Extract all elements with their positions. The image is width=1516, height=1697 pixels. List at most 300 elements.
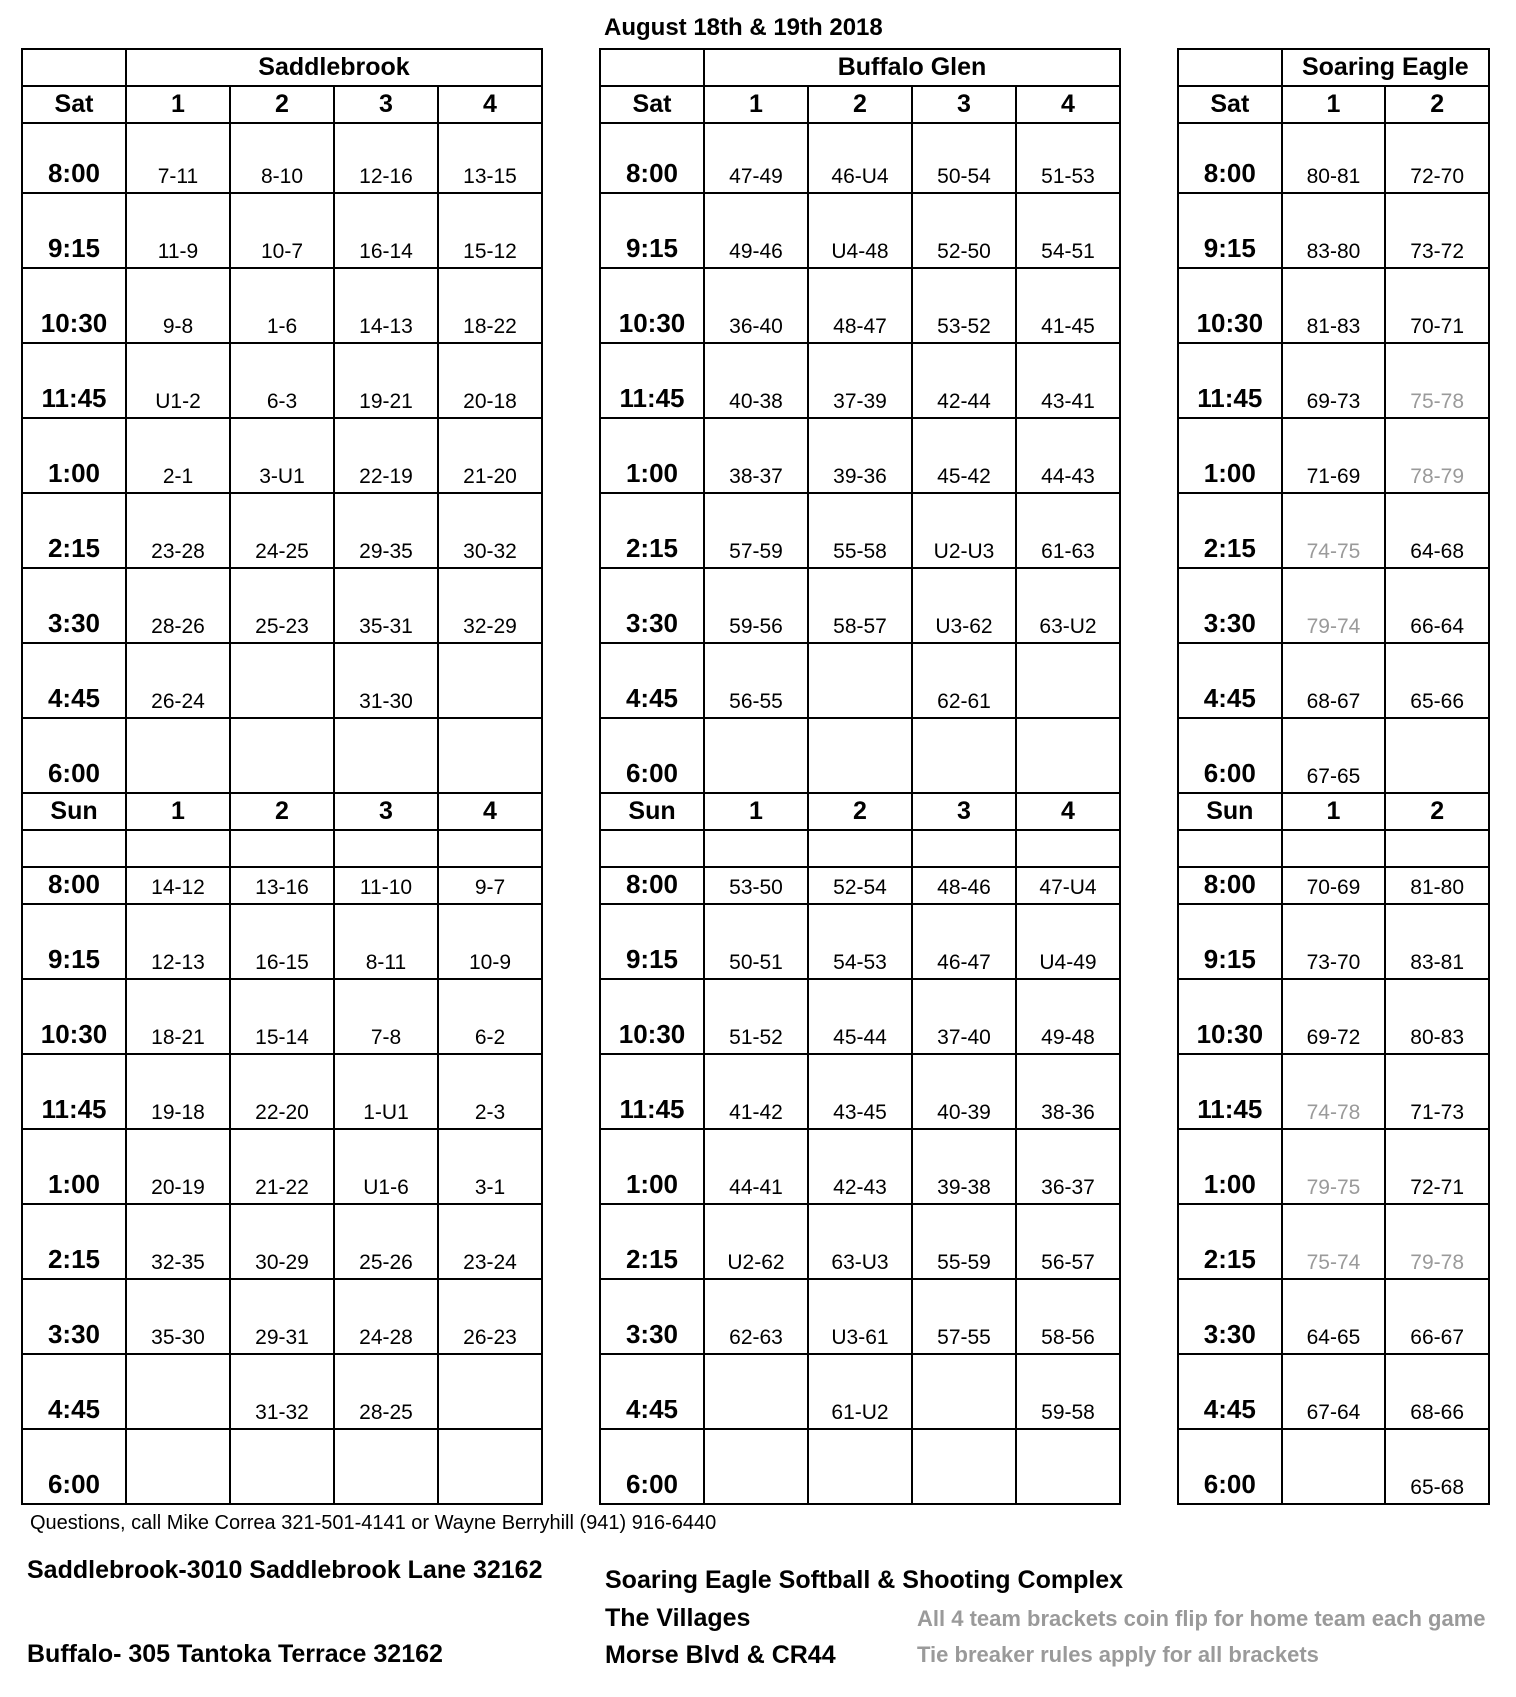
empty-cell [1016, 830, 1120, 867]
game-cell: 80-81 [1282, 123, 1386, 193]
sun-spacer-row [1178, 830, 1489, 867]
game-cell: 54-53 [808, 904, 912, 979]
time-label: 11:45 [1178, 343, 1282, 418]
game-cell: 58-57 [808, 568, 912, 643]
game-cell [704, 1429, 808, 1504]
field-number-1: 1 [704, 793, 808, 830]
game-cell: 36-37 [1016, 1129, 1120, 1204]
sun-spacer-row [600, 830, 1120, 867]
time-label: 4:45 [1178, 643, 1282, 718]
game-cell: U2-62 [704, 1204, 808, 1279]
game-cell: 22-20 [230, 1054, 334, 1129]
game-cell: 51-52 [704, 979, 808, 1054]
time-slot-row [600, 718, 1120, 793]
game-cell: 43-41 [1016, 343, 1120, 418]
game-cell [438, 1429, 542, 1504]
time-label: 1:00 [600, 418, 704, 493]
soaring-eagle-address-line2: The Villages [605, 1604, 751, 1632]
game-cell: 62-61 [912, 643, 1016, 718]
time-label: 8:00 [22, 123, 126, 193]
game-cell: 9-7 [438, 867, 542, 904]
game-cell: 10-7 [230, 193, 334, 268]
empty-cell [704, 830, 808, 867]
time-slot-row [22, 1054, 542, 1129]
time-slot-row [1178, 867, 1489, 904]
game-cell: 1-6 [230, 268, 334, 343]
game-cell: 29-35 [334, 493, 438, 568]
game-cell: 3-U1 [230, 418, 334, 493]
time-label: 10:30 [600, 979, 704, 1054]
time-label: 10:30 [22, 979, 126, 1054]
game-cell: 69-73 [1282, 343, 1386, 418]
time-slot-row [22, 193, 542, 268]
game-cell: 18-21 [126, 979, 230, 1054]
time-label: 1:00 [1178, 1129, 1282, 1204]
time-slot-row [1178, 979, 1489, 1054]
time-slot-row [22, 643, 542, 718]
game-cell: 79-75 [1282, 1129, 1386, 1204]
game-cell: 63-U2 [1016, 568, 1120, 643]
game-cell: 73-72 [1385, 193, 1489, 268]
game-cell: 38-36 [1016, 1054, 1120, 1129]
time-slot-row [600, 193, 1120, 268]
time-label: 2:15 [1178, 1204, 1282, 1279]
game-cell: 13-15 [438, 123, 542, 193]
time-slot-row [1178, 1129, 1489, 1204]
game-cell [1016, 718, 1120, 793]
saddlebrook-address: Saddlebrook-3010 Saddlebrook Lane 32162 [27, 1556, 543, 1584]
field-number-2: 2 [230, 86, 334, 123]
time-label: 8:00 [600, 123, 704, 193]
game-cell: 45-42 [912, 418, 1016, 493]
game-cell: 53-52 [912, 268, 1016, 343]
field-number-2: 2 [230, 793, 334, 830]
game-cell: 66-64 [1385, 568, 1489, 643]
sun-field-header-row [1178, 793, 1489, 830]
game-cell: 41-42 [704, 1054, 808, 1129]
game-cell: 7-11 [126, 123, 230, 193]
game-cell: 42-43 [808, 1129, 912, 1204]
field-number-4: 4 [1016, 86, 1120, 123]
game-cell: 25-26 [334, 1204, 438, 1279]
game-cell: 23-24 [438, 1204, 542, 1279]
game-cell: 11-10 [334, 867, 438, 904]
game-cell: 52-50 [912, 193, 1016, 268]
game-cell: 74-78 [1282, 1054, 1386, 1129]
time-label: 2:15 [600, 493, 704, 568]
sat-day-label: Sat [22, 86, 126, 123]
time-slot-row [1178, 343, 1489, 418]
game-cell: 10-9 [438, 904, 542, 979]
time-label: 8:00 [1178, 123, 1282, 193]
field-number-3: 3 [912, 793, 1016, 830]
game-cell: 28-25 [334, 1354, 438, 1429]
time-slot-row [22, 1279, 542, 1354]
soaring-eagle-schedule-table [1177, 48, 1490, 1505]
game-cell: 46-47 [912, 904, 1016, 979]
game-cell [438, 643, 542, 718]
game-cell: 20-19 [126, 1129, 230, 1204]
game-cell [230, 643, 334, 718]
time-label: 3:30 [22, 568, 126, 643]
sun-spacer-row [22, 830, 542, 867]
sat-field-header-row [600, 86, 1120, 123]
field-number-4: 4 [438, 793, 542, 830]
game-cell: 58-56 [1016, 1279, 1120, 1354]
game-cell [334, 1429, 438, 1504]
time-label: 10:30 [1178, 268, 1282, 343]
venue-header-row [600, 49, 1120, 86]
time-slot-row [1178, 718, 1489, 793]
game-cell [1016, 1429, 1120, 1504]
game-cell: 31-32 [230, 1354, 334, 1429]
time-label: 6:00 [600, 718, 704, 793]
time-label: 3:30 [22, 1279, 126, 1354]
game-cell: 83-80 [1282, 193, 1386, 268]
time-slot-row [22, 268, 542, 343]
game-cell [912, 718, 1016, 793]
game-cell: U3-62 [912, 568, 1016, 643]
game-cell: 44-43 [1016, 418, 1120, 493]
game-cell: 16-14 [334, 193, 438, 268]
time-label: 1:00 [22, 418, 126, 493]
game-cell: 36-40 [704, 268, 808, 343]
game-cell: 70-71 [1385, 268, 1489, 343]
time-label: 2:15 [1178, 493, 1282, 568]
game-cell: 44-41 [704, 1129, 808, 1204]
time-label: 6:00 [1178, 1429, 1282, 1504]
time-label: 6:00 [1178, 718, 1282, 793]
time-label: 11:45 [22, 343, 126, 418]
game-cell: 81-83 [1282, 268, 1386, 343]
game-cell: 39-36 [808, 418, 912, 493]
sun-day-label: Sun [1178, 793, 1282, 830]
field-number-2: 2 [808, 793, 912, 830]
game-cell: 39-38 [912, 1129, 1016, 1204]
game-cell: 28-26 [126, 568, 230, 643]
game-cell [1282, 1429, 1386, 1504]
game-cell: 83-81 [1385, 904, 1489, 979]
game-cell: 47-U4 [1016, 867, 1120, 904]
game-cell: 75-78 [1385, 343, 1489, 418]
time-label: 4:45 [1178, 1354, 1282, 1429]
game-cell: 31-30 [334, 643, 438, 718]
time-slot-row [1178, 493, 1489, 568]
game-cell: 56-55 [704, 643, 808, 718]
time-label: 1:00 [600, 1129, 704, 1204]
game-cell: 64-68 [1385, 493, 1489, 568]
game-cell: 71-69 [1282, 418, 1386, 493]
time-label: 4:45 [22, 1354, 126, 1429]
game-cell: U2-U3 [912, 493, 1016, 568]
empty-cell [1282, 830, 1386, 867]
time-slot-row [1178, 568, 1489, 643]
game-cell: 26-23 [438, 1279, 542, 1354]
time-slot-row [22, 568, 542, 643]
time-label: 11:45 [22, 1054, 126, 1129]
game-cell: 15-14 [230, 979, 334, 1054]
game-cell [126, 1354, 230, 1429]
game-cell [230, 718, 334, 793]
buffalo-glen-schedule-table [599, 48, 1121, 1505]
game-cell: 24-25 [230, 493, 334, 568]
time-label: 11:45 [1178, 1054, 1282, 1129]
game-cell: 18-22 [438, 268, 542, 343]
game-cell: 51-53 [1016, 123, 1120, 193]
game-cell: 15-12 [438, 193, 542, 268]
time-slot-row [22, 1429, 542, 1504]
sun-day-label: Sun [22, 793, 126, 830]
corner-cell [600, 49, 704, 86]
game-cell: 48-47 [808, 268, 912, 343]
time-slot-row [600, 1279, 1120, 1354]
game-cell: 79-74 [1282, 568, 1386, 643]
game-cell: 56-57 [1016, 1204, 1120, 1279]
time-slot-row [600, 979, 1120, 1054]
game-cell: 2-3 [438, 1054, 542, 1129]
time-slot-row [600, 1129, 1120, 1204]
corner-cell [1178, 49, 1282, 86]
game-cell: 35-31 [334, 568, 438, 643]
game-cell: 12-13 [126, 904, 230, 979]
game-cell: 72-71 [1385, 1129, 1489, 1204]
game-cell: U3-61 [808, 1279, 912, 1354]
time-label: 9:15 [600, 193, 704, 268]
time-label: 3:30 [1178, 1279, 1282, 1354]
game-cell: 59-58 [1016, 1354, 1120, 1429]
time-slot-row [1178, 904, 1489, 979]
time-slot-row [600, 1429, 1120, 1504]
game-cell: 26-24 [126, 643, 230, 718]
game-cell: 40-38 [704, 343, 808, 418]
game-cell: 81-80 [1385, 867, 1489, 904]
saddlebrook-schedule-table [21, 48, 543, 1505]
game-cell: 70-69 [1282, 867, 1386, 904]
time-label: 9:15 [1178, 193, 1282, 268]
venue-name: Soaring Eagle [1282, 49, 1489, 86]
game-cell: 19-21 [334, 343, 438, 418]
game-cell: 43-45 [808, 1054, 912, 1129]
time-label: 2:15 [22, 1204, 126, 1279]
time-label: 3:30 [600, 1279, 704, 1354]
game-cell: 64-65 [1282, 1279, 1386, 1354]
game-cell: 68-67 [1282, 643, 1386, 718]
game-cell [438, 1354, 542, 1429]
game-cell: 69-72 [1282, 979, 1386, 1054]
field-number-1: 1 [1282, 86, 1386, 123]
game-cell: 78-79 [1385, 418, 1489, 493]
game-cell: 32-35 [126, 1204, 230, 1279]
game-cell: 57-55 [912, 1279, 1016, 1354]
game-cell [808, 718, 912, 793]
time-slot-row [22, 904, 542, 979]
time-label: 9:15 [600, 904, 704, 979]
game-cell: 8-11 [334, 904, 438, 979]
game-cell: 46-U4 [808, 123, 912, 193]
game-cell: 35-30 [126, 1279, 230, 1354]
sat-day-label: Sat [600, 86, 704, 123]
game-cell: 6-2 [438, 979, 542, 1054]
game-cell: 49-48 [1016, 979, 1120, 1054]
time-label: 4:45 [600, 1354, 704, 1429]
empty-cell [808, 830, 912, 867]
game-cell: 2-1 [126, 418, 230, 493]
time-label: 3:30 [600, 568, 704, 643]
time-slot-row [22, 867, 542, 904]
game-cell: 61-U2 [808, 1354, 912, 1429]
game-cell: 67-65 [1282, 718, 1386, 793]
game-cell: 66-67 [1385, 1279, 1489, 1354]
time-slot-row [22, 343, 542, 418]
game-cell [1016, 643, 1120, 718]
game-cell: U1-2 [126, 343, 230, 418]
game-cell [912, 1429, 1016, 1504]
game-cell [334, 718, 438, 793]
field-number-3: 3 [334, 793, 438, 830]
game-cell [438, 718, 542, 793]
game-cell: U4-48 [808, 193, 912, 268]
game-cell: 72-70 [1385, 123, 1489, 193]
field-number-2: 2 [1385, 86, 1489, 123]
time-slot-row [600, 643, 1120, 718]
game-cell: 62-63 [704, 1279, 808, 1354]
time-label: 4:45 [22, 643, 126, 718]
game-cell: 38-37 [704, 418, 808, 493]
time-slot-row [600, 123, 1120, 193]
time-label: 11:45 [600, 343, 704, 418]
time-slot-row [1178, 123, 1489, 193]
game-cell: 63-U3 [808, 1204, 912, 1279]
game-cell: 80-83 [1385, 979, 1489, 1054]
game-cell: 3-1 [438, 1129, 542, 1204]
time-label: 9:15 [22, 193, 126, 268]
time-label: 6:00 [22, 718, 126, 793]
sun-field-header-row [600, 793, 1120, 830]
game-cell: 79-78 [1385, 1204, 1489, 1279]
game-cell [126, 718, 230, 793]
game-cell [1385, 718, 1489, 793]
time-slot-row [1178, 1054, 1489, 1129]
time-slot-row [1178, 418, 1489, 493]
game-cell: 21-22 [230, 1129, 334, 1204]
game-cell [704, 1354, 808, 1429]
venue-name: Saddlebrook [126, 49, 542, 86]
time-label: 8:00 [600, 867, 704, 904]
game-cell: 59-56 [704, 568, 808, 643]
game-cell: 32-29 [438, 568, 542, 643]
field-number-1: 1 [126, 86, 230, 123]
time-label: 6:00 [22, 1429, 126, 1504]
time-slot-row [600, 904, 1120, 979]
time-label: 8:00 [22, 867, 126, 904]
time-label: 10:30 [600, 268, 704, 343]
empty-cell [230, 830, 334, 867]
time-label: 4:45 [600, 643, 704, 718]
game-cell: 40-39 [912, 1054, 1016, 1129]
time-slot-row [22, 979, 542, 1054]
game-cell: 55-59 [912, 1204, 1016, 1279]
game-cell: 37-39 [808, 343, 912, 418]
empty-cell [438, 830, 542, 867]
empty-cell [912, 830, 1016, 867]
field-number-1: 1 [1282, 793, 1386, 830]
time-slot-row [22, 1204, 542, 1279]
game-cell: 65-66 [1385, 643, 1489, 718]
empty-cell [1385, 830, 1489, 867]
time-label: 2:15 [600, 1204, 704, 1279]
game-cell: 52-54 [808, 867, 912, 904]
game-cell [808, 643, 912, 718]
game-cell: 1-U1 [334, 1054, 438, 1129]
game-cell: 29-31 [230, 1279, 334, 1354]
coin-flip-rule: All 4 team brackets coin flip for home team each game [917, 1606, 1486, 1631]
sat-day-label: Sat [1178, 86, 1282, 123]
game-cell: U1-6 [334, 1129, 438, 1204]
game-cell: 74-75 [1282, 493, 1386, 568]
game-cell: 14-13 [334, 268, 438, 343]
sun-field-header-row [22, 793, 542, 830]
time-slot-row [600, 343, 1120, 418]
game-cell: 49-46 [704, 193, 808, 268]
time-slot-row [600, 268, 1120, 343]
time-slot-row [1178, 1279, 1489, 1354]
game-cell: 47-49 [704, 123, 808, 193]
time-slot-row [1178, 1204, 1489, 1279]
time-label: 9:15 [1178, 904, 1282, 979]
time-slot-row [600, 568, 1120, 643]
game-cell: 53-50 [704, 867, 808, 904]
soaring-eagle-address-line3: Morse Blvd & CR44 [605, 1641, 836, 1669]
game-cell: 19-18 [126, 1054, 230, 1129]
game-cell: 42-44 [912, 343, 1016, 418]
empty-cell [1178, 830, 1282, 867]
game-cell: 50-51 [704, 904, 808, 979]
game-cell: 12-16 [334, 123, 438, 193]
game-cell [704, 718, 808, 793]
game-cell [912, 1354, 1016, 1429]
game-cell: 8-10 [230, 123, 334, 193]
time-slot-row [1178, 1429, 1489, 1504]
time-slot-row [600, 493, 1120, 568]
field-number-3: 3 [334, 86, 438, 123]
game-cell: 37-40 [912, 979, 1016, 1054]
sat-field-header-row [1178, 86, 1489, 123]
game-cell: 16-15 [230, 904, 334, 979]
game-cell: 9-8 [126, 268, 230, 343]
game-cell: 45-44 [808, 979, 912, 1054]
game-cell: 67-64 [1282, 1354, 1386, 1429]
time-label: 8:00 [1178, 867, 1282, 904]
time-slot-row [22, 123, 542, 193]
game-cell [230, 1429, 334, 1504]
field-number-1: 1 [126, 793, 230, 830]
soaring-eagle-address-line1: Soaring Eagle Softball & Shooting Complex [605, 1566, 1124, 1594]
tie-breaker-rule: Tie breaker rules apply for all brackets [917, 1642, 1319, 1667]
time-slot-row [1178, 643, 1489, 718]
game-cell: 14-12 [126, 867, 230, 904]
game-cell: 24-28 [334, 1279, 438, 1354]
game-cell: 6-3 [230, 343, 334, 418]
game-cell [126, 1429, 230, 1504]
empty-cell [126, 830, 230, 867]
time-label: 1:00 [1178, 418, 1282, 493]
time-slot-row [600, 1054, 1120, 1129]
game-cell: 41-45 [1016, 268, 1120, 343]
time-slot-row [600, 418, 1120, 493]
game-cell: 57-59 [704, 493, 808, 568]
field-number-4: 4 [438, 86, 542, 123]
field-number-4: 4 [1016, 793, 1120, 830]
